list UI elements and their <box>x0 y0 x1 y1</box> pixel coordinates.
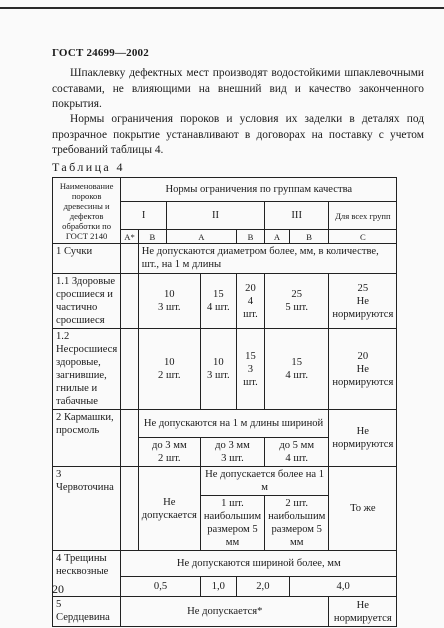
row-1-2-v1: 10 2 шт. <box>138 329 200 410</box>
row-5-name: 5 Сердцевина <box>53 597 121 627</box>
row-1-2-name: 1.2 Несросшиеся здоровые, загнившие, гнилые и табачные <box>53 329 121 410</box>
subheader-a-2: А <box>166 230 236 244</box>
paragraph-2: Нормы ограничения пороков и условия их заделки в деталях под прозрачное покрытие устанавливают в договорах на поставку с учетом требований таблицы 4. <box>52 113 424 156</box>
row-1-1-v3: 20 4 шт. <box>236 274 264 329</box>
subheader-a-3: А <box>265 230 290 244</box>
row-1-2-v3: 15 3 шт. <box>236 329 264 410</box>
row-1-1-empty <box>121 274 139 329</box>
row-1-2-v4: 15 4 шт. <box>265 329 329 410</box>
row-1-2-v2: 10 3 шт. <box>200 329 236 410</box>
row-5-v: Не нормируется <box>329 597 397 627</box>
row-4-name: 4 Трещины несквозные <box>53 551 121 597</box>
row-4-v2: 1,0 <box>200 577 236 597</box>
row-1-1-v5: 25 Не нормируются <box>329 274 397 329</box>
row-5-text: Не допускается* <box>121 597 329 627</box>
subheader-b-2: В <box>236 230 264 244</box>
row-1-2-empty <box>121 329 139 410</box>
header-group-2: II <box>166 202 264 230</box>
row-1-1-v4: 25 5 шт. <box>265 274 329 329</box>
subheader-a-star: А* <box>121 230 139 244</box>
header-norms: Нормы ограничения по группам качества <box>121 178 397 202</box>
row-1-name: 1 Сучки <box>53 244 121 274</box>
row-4-v1: 0,5 <box>121 577 201 597</box>
row-4-v4: 4,0 <box>289 577 396 597</box>
header-defect-col: Наименование пороков древесины и дефектов обработки по ГОСТ 2140 <box>53 178 121 244</box>
row-1-1-v2: 15 4 шт. <box>200 274 236 329</box>
page-number: 20 <box>52 582 64 596</box>
row-2-v3: до 5 мм 4 шт. <box>265 438 329 467</box>
row-3-empty <box>121 467 139 551</box>
row-1-empty <box>121 244 139 274</box>
header-group-1: I <box>121 202 167 230</box>
row-2-v1: до 3 мм 2 шт. <box>138 438 200 467</box>
top-rule <box>0 7 444 9</box>
document-header: ГОСТ 24699—2002 <box>52 47 149 59</box>
subheader-b-1: В <box>138 230 166 244</box>
row-3-same: То же <box>329 467 397 551</box>
row-3-top: Не допускается более на 1 м <box>200 467 328 496</box>
quality-norms-table <box>52 177 397 627</box>
header-group-3: III <box>265 202 329 230</box>
row-3-name: 3 Червоточина <box>53 467 121 551</box>
row-2-empty <box>121 410 139 467</box>
row-1-1-v1: 10 3 шт. <box>138 274 200 329</box>
subheader-b-3: В <box>289 230 328 244</box>
row-2-name: 2 Кармашки, просмоль <box>53 410 121 467</box>
row-3-a: Не допускается <box>138 467 200 551</box>
row-1-text: Не допускаются диаметром более, мм, в количестве, шт., на 1 м длины <box>138 244 397 274</box>
row-2-v4: Не нормируются <box>329 410 397 467</box>
row-2-v2: до 3 мм 3 шт. <box>200 438 264 467</box>
row-4-v3: 2,0 <box>236 577 289 597</box>
row-1-2-v5: 20 Не нормируются <box>329 329 397 410</box>
row-3-v1: 1 шт. наибольшим размером 5 мм <box>200 496 264 551</box>
row-4-top: Не допускаются шириной более, мм <box>121 551 397 577</box>
table-caption: Таблица 4 <box>52 160 125 174</box>
header-all-groups: Для всех групп <box>329 202 397 230</box>
paragraph-1: Шпаклевку дефектных мест производят водостойкими шпаклевочными составами, не влияющими на внешний вид и качество законченного покрытия. <box>52 67 424 110</box>
row-2-top: Не допускаются на 1 м длины шириной <box>138 410 329 438</box>
row-1-1-name: 1.1 Здоровые сросшиеся и частично сросшиеся <box>53 274 121 329</box>
row-3-v2: 2 шт. наибольшим размером 5 мм <box>265 496 329 551</box>
subheader-c: С <box>329 230 397 244</box>
